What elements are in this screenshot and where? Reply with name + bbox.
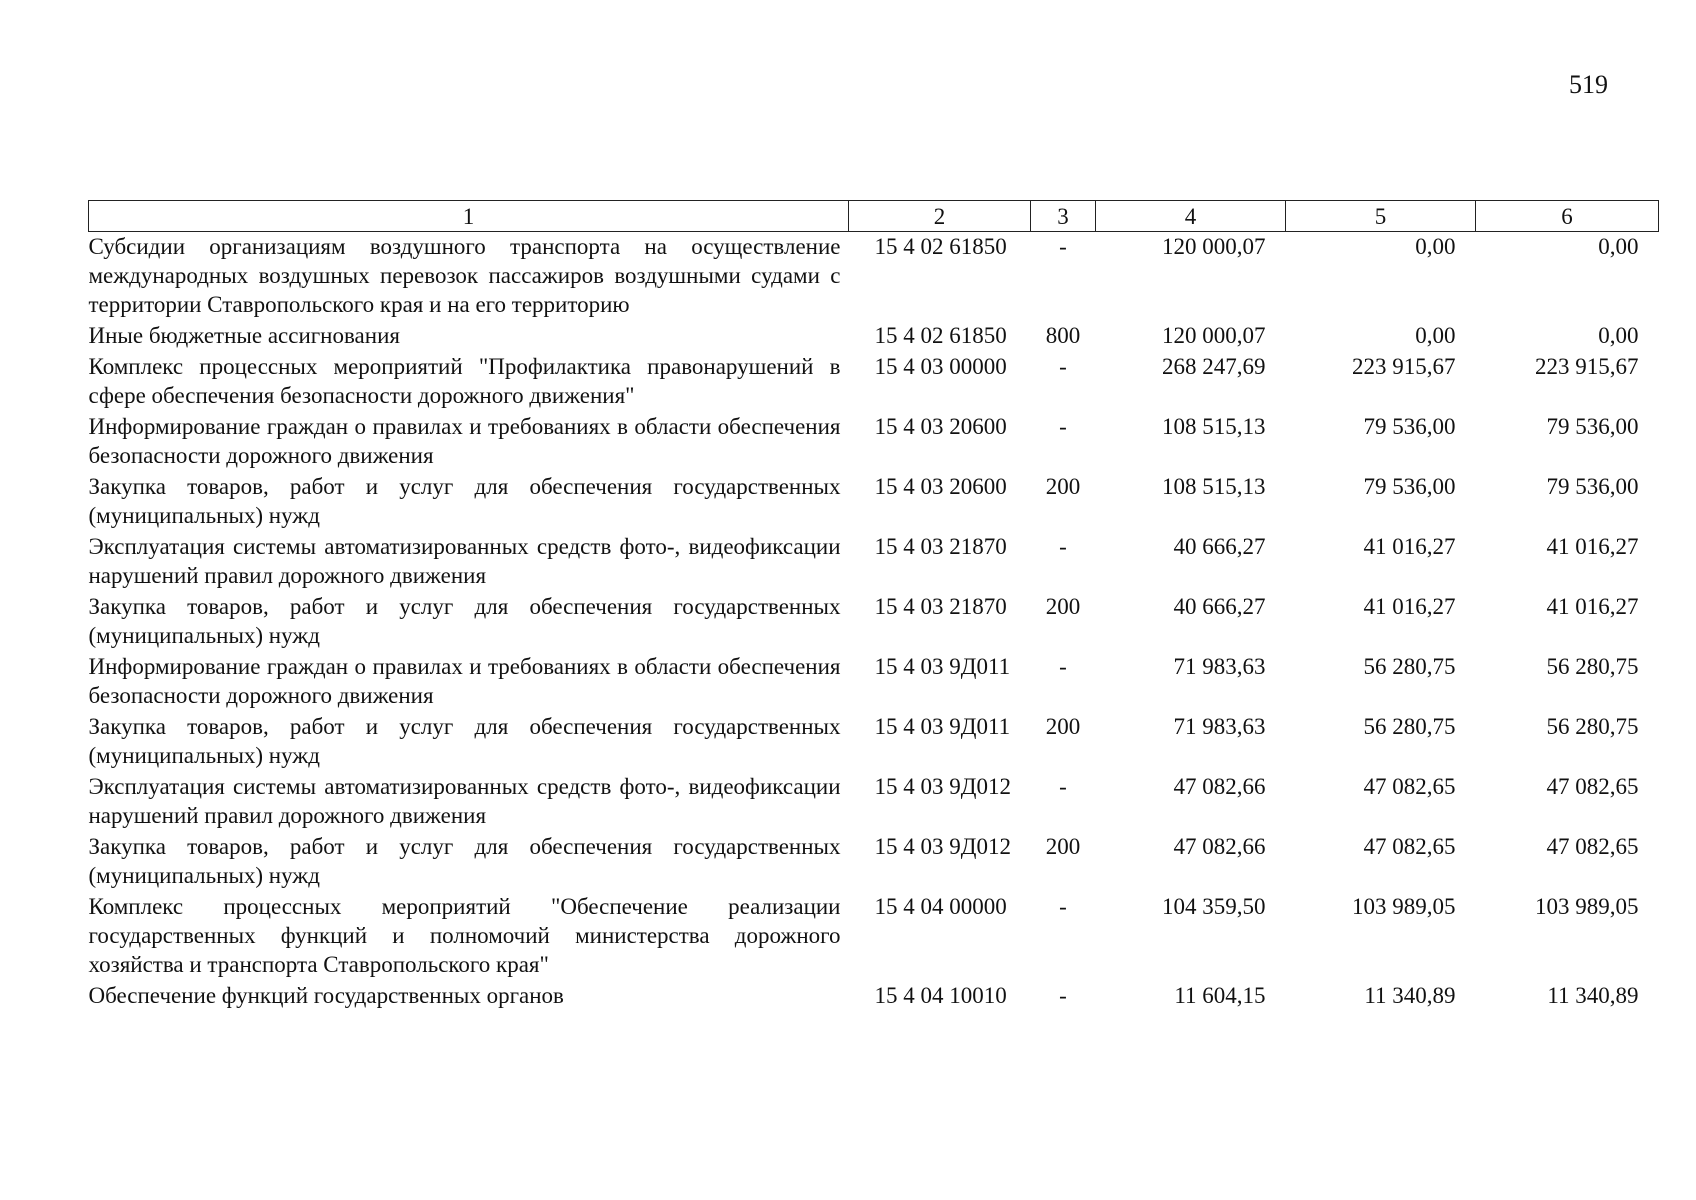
amount-col-6: 41 016,27 [1546, 594, 1639, 619]
table-row [89, 412, 1659, 472]
target-code: 15 4 03 00000 [874, 354, 1007, 379]
target-code: 15 4 03 9Д011 [874, 714, 1011, 739]
header-col-4: 4 [1096, 201, 1286, 232]
table-row [89, 712, 1659, 772]
table-row [89, 352, 1659, 412]
item-name: Комплекс процессных мероприятий "Обеспечение реализации государственных функций и полномочий министерства дорожного хозяйства и транспорта Ставропольского края" [88, 894, 841, 977]
amount-col-4: 40 666,27 [1173, 594, 1266, 619]
amount-col-5: 103 989,05 [1352, 894, 1456, 919]
page-number: 519 [1569, 70, 1608, 99]
amount-col-5: 223 915,67 [1352, 354, 1456, 379]
amount-col-6: 103 989,05 [1535, 894, 1639, 919]
item-name: Субсидии организациям воздушного транспорта на осуществление международных воздушных перевозок пассажиров воздушными судами с территории Ставропольского края и на его территорию [88, 234, 841, 317]
amount-col-5: 47 082,65 [1363, 774, 1456, 799]
target-code: 15 4 04 10010 [874, 983, 1007, 1008]
table-row [89, 832, 1659, 892]
amount-col-4: 40 666,27 [1173, 534, 1266, 559]
table-row [89, 892, 1659, 981]
item-name: Закупка товаров, работ и услуг для обеспечения государственных (муниципальных) нужд [88, 594, 841, 648]
amount-col-5: 0,00 [1415, 323, 1456, 348]
target-code: 15 4 03 20600 [874, 414, 1007, 439]
amount-col-6: 56 280,75 [1546, 654, 1639, 679]
target-code: 15 4 04 00000 [874, 894, 1007, 919]
expense-type: - [1059, 234, 1067, 259]
item-name: Закупка товаров, работ и услуг для обеспечения государственных (муниципальных) нужд [88, 714, 841, 768]
item-name: Закупка товаров, работ и услуг для обеспечения государственных (муниципальных) нужд [88, 474, 841, 528]
item-name: Иные бюджетные ассигнования [88, 323, 400, 348]
expense-type: 200 [1045, 474, 1081, 499]
item-name: Эксплуатация системы автоматизированных средств фото-, видеофиксации нарушений правил дорожного движения [88, 534, 841, 588]
expense-type: - [1059, 894, 1067, 919]
amount-col-6: 0,00 [1598, 323, 1639, 348]
amount-col-6: 41 016,27 [1546, 534, 1639, 559]
amount-col-5: 56 280,75 [1363, 654, 1456, 679]
header-col-1: 1 [89, 201, 849, 232]
amount-col-4: 71 983,63 [1173, 714, 1266, 739]
expense-type: - [1059, 654, 1067, 679]
table-row [89, 652, 1659, 712]
amount-col-4: 108 515,13 [1162, 414, 1266, 439]
target-code: 15 4 03 21870 [874, 534, 1007, 559]
amount-col-4: 47 082,66 [1173, 774, 1266, 799]
header-col-6: 6 [1476, 201, 1659, 232]
expense-type: 200 [1045, 834, 1081, 859]
amount-col-5: 56 280,75 [1363, 714, 1456, 739]
amount-col-5: 41 016,27 [1363, 594, 1456, 619]
expense-type: - [1059, 983, 1067, 1008]
header-col-3: 3 [1031, 201, 1096, 232]
table-body [89, 232, 1659, 1013]
table-header [89, 201, 1659, 232]
item-name: Комплекс процессных мероприятий "Профилактика правонарушений в сфере обеспечения безопасности дорожного движения" [88, 354, 841, 408]
item-name: Закупка товаров, работ и услуг для обеспечения государственных (муниципальных) нужд [88, 834, 841, 888]
amount-col-6: 223 915,67 [1535, 354, 1639, 379]
amount-col-4: 120 000,07 [1162, 323, 1266, 348]
expense-type: - [1059, 354, 1067, 379]
amount-col-4: 120 000,07 [1162, 234, 1266, 259]
item-name: Информирование граждан о правилах и требованиях в области обеспечения безопасности дорожного движения [88, 414, 841, 468]
expense-type: 200 [1045, 594, 1081, 619]
expense-type: - [1059, 414, 1067, 439]
amount-col-5: 47 082,65 [1363, 834, 1456, 859]
target-code: 15 4 03 21870 [874, 594, 1007, 619]
table-row [89, 981, 1659, 1012]
amount-col-6: 47 082,65 [1546, 774, 1639, 799]
target-code: 15 4 03 9Д012 [874, 834, 1011, 859]
expense-type: - [1059, 774, 1067, 799]
header-row [89, 201, 1659, 232]
amount-col-5: 79 536,00 [1363, 414, 1456, 439]
target-code: 15 4 02 61850 [874, 234, 1007, 259]
amount-col-4: 11 604,15 [1174, 983, 1266, 1008]
amount-col-5: 0,00 [1415, 234, 1456, 259]
expense-type: - [1059, 534, 1067, 559]
header-col-2: 2 [849, 201, 1031, 232]
amount-col-6: 47 082,65 [1546, 834, 1639, 859]
target-code: 15 4 03 9Д012 [874, 774, 1011, 799]
amount-col-6: 0,00 [1598, 234, 1639, 259]
target-code: 15 4 03 20600 [874, 474, 1007, 499]
amount-col-6: 79 536,00 [1546, 474, 1639, 499]
amount-col-6: 56 280,75 [1546, 714, 1639, 739]
budget-table [88, 200, 1659, 1012]
item-name: Информирование граждан о правилах и требованиях в области обеспечения безопасности дорожного движения [88, 654, 841, 708]
table-row [89, 321, 1659, 352]
target-code: 15 4 03 9Д011 [874, 654, 1011, 679]
amount-col-4: 104 359,50 [1162, 894, 1266, 919]
amount-col-5: 41 016,27 [1363, 534, 1456, 559]
header-col-5: 5 [1286, 201, 1476, 232]
amount-col-4: 71 983,63 [1173, 654, 1266, 679]
table-row [89, 232, 1659, 322]
amount-col-5: 11 340,89 [1364, 983, 1456, 1008]
table-row [89, 532, 1659, 592]
item-name: Обеспечение функций государственных органов [88, 983, 564, 1008]
expense-type: 200 [1045, 714, 1081, 739]
amount-col-4: 108 515,13 [1162, 474, 1266, 499]
expense-type: 800 [1045, 323, 1081, 348]
amount-col-4: 47 082,66 [1173, 834, 1266, 859]
target-code: 15 4 02 61850 [874, 323, 1007, 348]
item-name: Эксплуатация системы автоматизированных средств фото-, видеофиксации нарушений правил дорожного движения [88, 774, 841, 828]
amount-col-4: 268 247,69 [1162, 354, 1266, 379]
table-row [89, 592, 1659, 652]
table-row [89, 472, 1659, 532]
amount-col-5: 79 536,00 [1363, 474, 1456, 499]
table-row [89, 772, 1659, 832]
amount-col-6: 11 340,89 [1547, 983, 1639, 1008]
amount-col-6: 79 536,00 [1546, 414, 1639, 439]
